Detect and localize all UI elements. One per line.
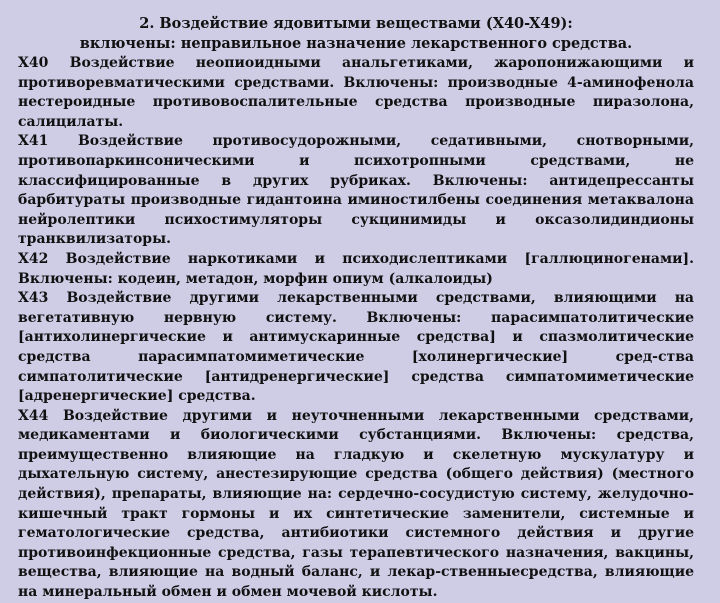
entry-text: Воздействие противосудорожными, седативными, снотворными, противопаркинсоническими и психотропными средствами, не классифицированные в других рубриках. Включены: антидепрессанты барбитураты производные гидантоина иминостилбены соединения метаквалона нейролептики психостимуляторы сукцинимиды и оксазолидиндионы транквилизаторы. xyxy=(18,133,695,248)
title-line-2: включены: неправильное назначение лекарственного средства. xyxy=(79,35,633,52)
entry-x42 xyxy=(18,250,694,289)
entry-code: X42 xyxy=(18,250,49,267)
entry-code: X44 xyxy=(18,407,49,424)
entry-x44 xyxy=(18,407,694,603)
entry-text: Воздействие другими и неуточненными лекарственными средствами, медикаментами и биологическими субстанциями. Включены: средства, преимущественно влияющие на гладкую и скелетную мускулатуру и дыхательную систему, анестезирующие средства (общего действия) (местного действия), препараты, влияющие на: сердечно-сосудистую систему, желудочно-кишечный тракт гормоны и их синтетические заменители, системные и гематологические средства, антибиотики системного действия и другие противоинфекционные средства, газы терапевтического назначения, вакцины, вещества, влияющие на водный баланс, и лекар-ственныесредства, влияющие на минеральный обмен и обмен мочевой кислоты. xyxy=(18,407,694,601)
title-line-1: 2. Воздействие ядовитыми веществами (X40-X49): xyxy=(139,15,573,32)
document-page xyxy=(18,14,694,603)
entry-x40 xyxy=(18,54,694,132)
entry-code: X40 xyxy=(18,55,49,71)
entry-x41 xyxy=(18,132,694,250)
entry-text: Воздействие наркотиками и психодислептиками [галлюциногенами]. Включены: кодеин, метадон, морфин опиум (алкалоиды) xyxy=(18,250,694,287)
entry-x43 xyxy=(18,289,694,407)
entry-text: Воздействие другими лекарственными средствами, влияющими на вегетативную нервную систему. Включены: парасимпатолитические [антихолинергические и антимускаринные средства] и спазмолитические средства парасимпатомиметические [холинергические] сред-ства симпатолитические [антидренергические] средства симпатомиметические [адренергические] средства. xyxy=(18,290,695,405)
entry-code: X43 xyxy=(18,290,49,307)
entry-code: X41 xyxy=(18,133,49,150)
entry-text: Воздействие неопиоидными анальгетиками, жаропонижающими и противоревматическими средствами. Включены: производные 4-аминофенола нестероидные противовоспалительные средства производные пиразолона, салицилаты. xyxy=(18,55,694,130)
section-title xyxy=(18,14,694,54)
